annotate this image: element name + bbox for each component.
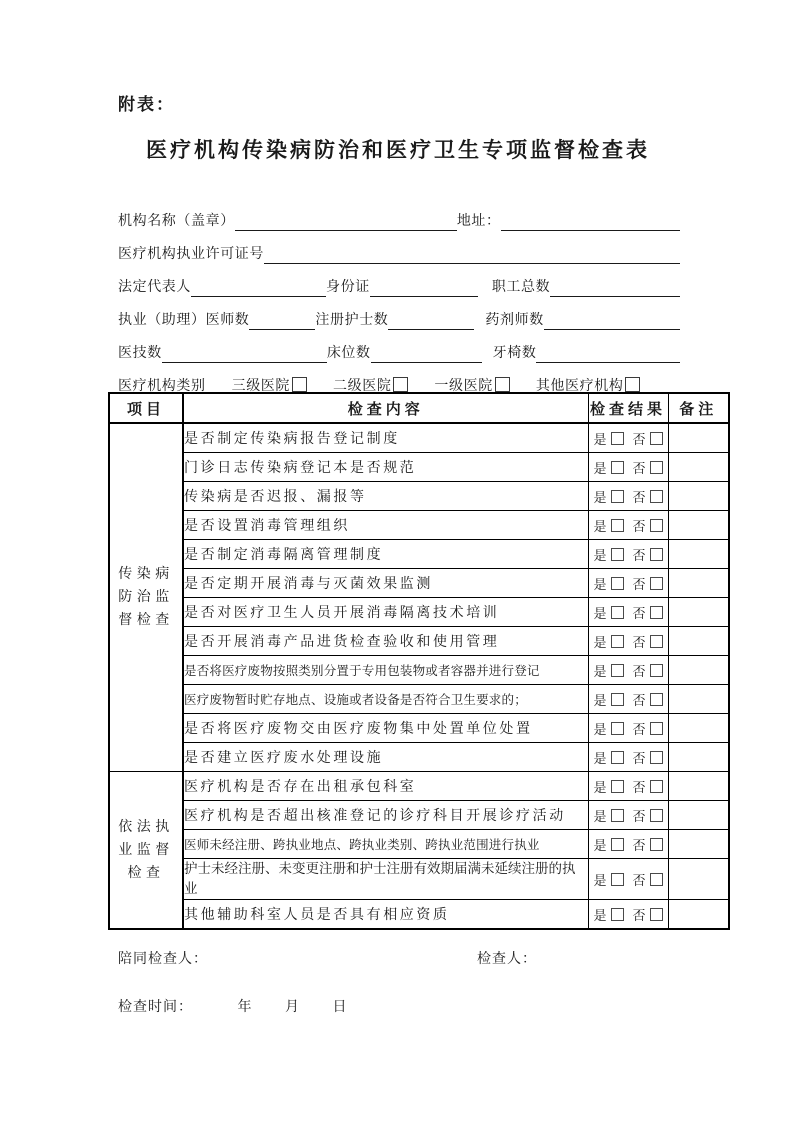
no-label: 否	[632, 692, 647, 708]
group-label-lawful-practice	[109, 772, 183, 930]
yes-checkbox[interactable]	[611, 490, 624, 503]
remark-cell[interactable]	[668, 801, 729, 830]
yes-label: 是	[593, 872, 608, 888]
check-item-cell	[183, 830, 588, 859]
nurse-count-blank[interactable]	[388, 312, 474, 330]
remark-cell[interactable]	[668, 685, 729, 714]
no-checkbox[interactable]	[650, 838, 663, 851]
col-header-result: 检查结果	[588, 393, 668, 423]
staff-total-label: 职工总数	[491, 280, 551, 295]
yes-label: 是	[593, 489, 608, 505]
result-cell	[588, 482, 668, 511]
yes-label: 是	[593, 431, 608, 447]
dental-chair-count-label: 牙椅数	[492, 346, 537, 361]
check-item-cell	[183, 859, 588, 900]
yes-label: 是	[593, 518, 608, 534]
group-label-line: 依法执	[118, 819, 174, 835]
footer	[118, 948, 680, 1018]
check-item-text: 是否将医疗废物按照类别分置于专用包装物或者容器并进行登记	[184, 663, 540, 678]
check-item-cell	[183, 540, 588, 569]
remark-cell[interactable]	[668, 900, 729, 930]
yes-checkbox[interactable]	[611, 751, 624, 764]
result-cell	[588, 714, 668, 743]
table-row	[109, 714, 729, 743]
yes-label: 是	[593, 634, 608, 650]
no-checkbox[interactable]	[650, 635, 663, 648]
yes-label: 是	[593, 576, 608, 592]
physician-count-blank[interactable]	[249, 312, 315, 330]
check-item-text: 门诊日志传染病登记本是否规范	[184, 461, 417, 476]
yes-checkbox[interactable]	[611, 664, 624, 677]
result-cell	[588, 627, 668, 656]
form-row-practitioners	[118, 297, 680, 330]
result-cell	[588, 801, 668, 830]
yes-label: 是	[593, 605, 608, 621]
table-row	[109, 801, 729, 830]
yes-label: 是	[593, 460, 608, 476]
check-item-cell	[183, 423, 588, 453]
no-label: 否	[632, 721, 647, 737]
check-item-text: 医疗机构是否存在出租承包科室	[184, 780, 417, 795]
yes-checkbox[interactable]	[611, 519, 624, 532]
address-label: 地址：	[456, 214, 501, 229]
group-label-line: 督检查	[118, 613, 174, 628]
remark-cell[interactable]	[668, 598, 729, 627]
check-item-text: 其他辅助科室人员是否具有相应资质	[184, 908, 450, 923]
result-cell	[588, 685, 668, 714]
remark-cell[interactable]	[668, 511, 729, 540]
id-card-blank[interactable]	[370, 279, 478, 297]
physician-count-label: 执业（助理）医师数	[118, 313, 250, 328]
check-item-text: 是否制定消毒隔离管理制度	[184, 548, 384, 563]
yes-checkbox[interactable]	[611, 908, 624, 921]
no-checkbox[interactable]	[650, 908, 663, 921]
yes-label: 是	[593, 808, 608, 824]
no-checkbox[interactable]	[650, 809, 663, 822]
yes-checkbox[interactable]	[611, 838, 624, 851]
yes-label: 是	[593, 750, 608, 766]
form-row-license	[118, 231, 680, 264]
remark-cell[interactable]	[668, 423, 729, 453]
table-row	[109, 482, 729, 511]
check-item-cell	[183, 569, 588, 598]
table-row	[109, 743, 729, 772]
no-checkbox[interactable]	[650, 664, 663, 677]
other-institution-label: 其他医疗机构	[535, 379, 624, 394]
no-checkbox[interactable]	[650, 548, 663, 561]
no-label: 否	[632, 576, 647, 592]
no-label: 否	[632, 663, 647, 679]
remark-cell[interactable]	[668, 482, 729, 511]
inspection-time-label: 检查时间：	[118, 1000, 193, 1015]
yes-checkbox[interactable]	[611, 780, 624, 793]
group-label-line: 传染病	[118, 567, 174, 582]
check-item-cell	[183, 656, 588, 685]
appendix-label: 附表：	[118, 95, 175, 114]
col-header-remark: 备注	[668, 393, 729, 423]
yes-checkbox[interactable]	[611, 461, 624, 474]
remark-cell[interactable]	[668, 859, 729, 900]
pharmacist-count-label: 药剂师数	[485, 313, 544, 328]
remark-cell[interactable]	[668, 714, 729, 743]
category-label: 医疗机构类别	[118, 379, 206, 394]
accompanying-inspector-label: 陪同检查人：	[118, 952, 208, 967]
bed-count-label: 床位数	[326, 346, 371, 361]
result-cell	[588, 900, 668, 930]
yes-checkbox[interactable]	[611, 577, 624, 590]
form-row-org	[118, 198, 680, 231]
result-cell	[588, 772, 668, 801]
category-option-other	[536, 377, 641, 396]
table-row	[109, 859, 729, 900]
license-no-blank[interactable]	[264, 246, 680, 264]
other-institution-checkbox[interactable]	[625, 377, 640, 392]
table-row	[109, 627, 729, 656]
med-tech-count-blank[interactable]	[162, 345, 327, 363]
legal-rep-blank[interactable]	[191, 279, 326, 297]
check-item-text: 医疗机构是否超出核准登记的诊疗科目开展诊疗活动	[184, 809, 566, 824]
no-checkbox[interactable]	[650, 751, 663, 764]
remark-cell[interactable]	[668, 743, 729, 772]
no-checkbox[interactable]	[650, 577, 663, 590]
no-label: 否	[632, 907, 647, 923]
no-checkbox[interactable]	[650, 873, 663, 886]
check-item-cell	[183, 714, 588, 743]
yes-checkbox[interactable]	[611, 606, 624, 619]
dental-chair-count-blank[interactable]	[536, 345, 680, 363]
check-item-text: 是否建立医疗废水处理设施	[184, 751, 384, 766]
check-item-cell	[183, 801, 588, 830]
med-tech-count-label: 医技数	[118, 346, 162, 361]
page-title: 医疗机构传染病防治和医疗卫生专项监督检查表	[146, 138, 650, 162]
category-option-tier1	[434, 377, 509, 396]
day-label: 日	[332, 1000, 348, 1015]
check-item-cell	[183, 453, 588, 482]
yes-label: 是	[593, 692, 608, 708]
col-header-content: 检查内容	[183, 393, 588, 423]
no-checkbox[interactable]	[650, 780, 663, 793]
group-label-line: 业监督	[118, 842, 174, 858]
header-form	[118, 198, 680, 396]
no-label: 否	[632, 605, 647, 621]
col-header-item: 项目	[109, 393, 183, 423]
form-row-category	[118, 363, 680, 396]
yes-checkbox[interactable]	[611, 635, 624, 648]
check-item-cell	[183, 772, 588, 801]
yes-checkbox[interactable]	[611, 809, 624, 822]
category-option-tier3	[232, 377, 307, 396]
bed-count-blank[interactable]	[371, 345, 482, 363]
no-label: 否	[632, 872, 647, 888]
remark-cell[interactable]	[668, 453, 729, 482]
form-row-facilities	[118, 330, 680, 363]
check-item-text: 护士未经注册、未变更注册和护士注册有效期届满未延续注册的执业	[184, 861, 576, 896]
remark-cell[interactable]	[668, 772, 729, 801]
table-row	[109, 685, 729, 714]
check-item-cell	[183, 482, 588, 511]
category-option-tier2	[333, 377, 408, 396]
no-checkbox[interactable]	[650, 490, 663, 503]
yes-label: 是	[593, 721, 608, 737]
table-row	[109, 569, 729, 598]
table-row	[109, 900, 729, 930]
table-row	[109, 511, 729, 540]
inspector-label: 检查人：	[477, 952, 537, 967]
yes-label: 是	[593, 837, 608, 853]
no-label: 否	[632, 634, 647, 650]
yes-label: 是	[593, 663, 608, 679]
group-label-line: 防治监	[118, 590, 174, 605]
result-cell	[588, 511, 668, 540]
no-checkbox[interactable]	[650, 519, 663, 532]
license-no-label: 医疗机构执业许可证号	[118, 247, 264, 262]
table-row	[109, 598, 729, 627]
check-item-text: 传染病是否迟报、漏报等	[184, 490, 367, 505]
table-row	[109, 540, 729, 569]
check-item-cell	[183, 598, 588, 627]
result-cell	[588, 830, 668, 859]
footer-row-inspectors	[118, 948, 680, 970]
no-checkbox[interactable]	[650, 461, 663, 474]
document-content	[108, 0, 728, 1018]
result-cell	[588, 453, 668, 482]
check-item-text: 是否制定传染病报告登记制度	[184, 432, 400, 447]
yes-checkbox[interactable]	[611, 548, 624, 561]
yes-checkbox[interactable]	[611, 722, 624, 735]
result-cell	[588, 743, 668, 772]
check-item-text: 是否将医疗废物交由医疗废物集中处置单位处置	[184, 722, 533, 737]
month-label: 月	[285, 1000, 300, 1015]
yes-checkbox[interactable]	[611, 873, 624, 886]
check-item-text: 是否定期开展消毒与灭菌效果监测	[184, 577, 433, 592]
remark-cell[interactable]	[668, 569, 729, 598]
remark-cell[interactable]	[668, 830, 729, 859]
address-blank[interactable]	[501, 213, 680, 231]
yes-label: 是	[593, 779, 608, 795]
year-label: 年	[237, 1000, 253, 1015]
check-item-text: 是否对医疗卫生人员开展消毒隔离技术培训	[184, 606, 500, 621]
table-row	[109, 772, 729, 801]
inspection-table	[108, 392, 730, 930]
check-item-cell	[183, 627, 588, 656]
yes-label: 是	[593, 907, 608, 923]
tier3-hospital-label: 三级医院	[231, 379, 291, 394]
nurse-count-label: 注册护士数	[315, 313, 389, 328]
check-item-text: 是否开展消毒产品进货检查验收和使用管理	[184, 635, 500, 650]
yes-checkbox[interactable]	[611, 693, 624, 706]
org-name-blank[interactable]	[235, 213, 457, 231]
result-cell	[588, 598, 668, 627]
check-item-cell	[183, 685, 588, 714]
table-row	[109, 656, 729, 685]
no-checkbox[interactable]	[650, 606, 663, 619]
check-item-text: 是否设置消毒管理组织	[184, 519, 350, 534]
check-item-cell	[183, 743, 588, 772]
no-label: 否	[632, 779, 647, 795]
tier1-hospital-label: 一级医院	[434, 379, 493, 394]
no-label: 否	[632, 489, 647, 505]
result-cell	[588, 423, 668, 453]
no-checkbox[interactable]	[650, 693, 663, 706]
no-label: 否	[632, 518, 647, 534]
result-cell	[588, 656, 668, 685]
table-row	[109, 453, 729, 482]
check-item-text: 医疗废物暂时贮存地点、设施或者设备是否符合卫生要求的；	[184, 692, 527, 707]
tier2-hospital-label: 二级医院	[333, 379, 392, 394]
result-cell	[588, 569, 668, 598]
remark-cell[interactable]	[668, 540, 729, 569]
check-item-cell	[183, 900, 588, 930]
no-label: 否	[632, 837, 647, 853]
table-row	[109, 830, 729, 859]
tier2-hospital-checkbox[interactable]	[393, 377, 408, 392]
id-card-label: 身份证	[326, 280, 370, 295]
yes-label: 是	[593, 547, 608, 563]
org-name-label: 机构名称（盖章）	[118, 214, 235, 229]
remark-cell[interactable]	[668, 627, 729, 656]
pharmacist-count-blank[interactable]	[544, 312, 680, 330]
no-label: 否	[632, 547, 647, 563]
footer-row-time	[118, 996, 680, 1018]
no-label: 否	[632, 460, 647, 476]
yes-checkbox[interactable]	[611, 432, 624, 445]
table-row	[109, 423, 729, 453]
tier3-hospital-checkbox[interactable]	[292, 377, 307, 392]
check-item-cell	[183, 511, 588, 540]
group-label-line: 检查	[127, 865, 165, 881]
no-checkbox[interactable]	[650, 722, 663, 735]
result-cell	[588, 859, 668, 900]
remark-cell[interactable]	[668, 656, 729, 685]
form-row-legal-rep	[118, 264, 680, 297]
no-checkbox[interactable]	[650, 432, 663, 445]
table-header-row	[109, 393, 729, 423]
check-item-text: 医师未经注册、跨执业地点、跨执业类别、跨执业范围进行执业	[184, 837, 540, 852]
legal-rep-label: 法定代表人	[118, 280, 191, 295]
no-label: 否	[632, 808, 647, 824]
no-label: 否	[632, 431, 647, 447]
staff-total-blank[interactable]	[550, 279, 680, 297]
result-cell	[588, 540, 668, 569]
no-label: 否	[632, 750, 647, 766]
tier1-hospital-checkbox[interactable]	[495, 377, 510, 392]
group-label-infectious-disease-control	[109, 423, 183, 772]
